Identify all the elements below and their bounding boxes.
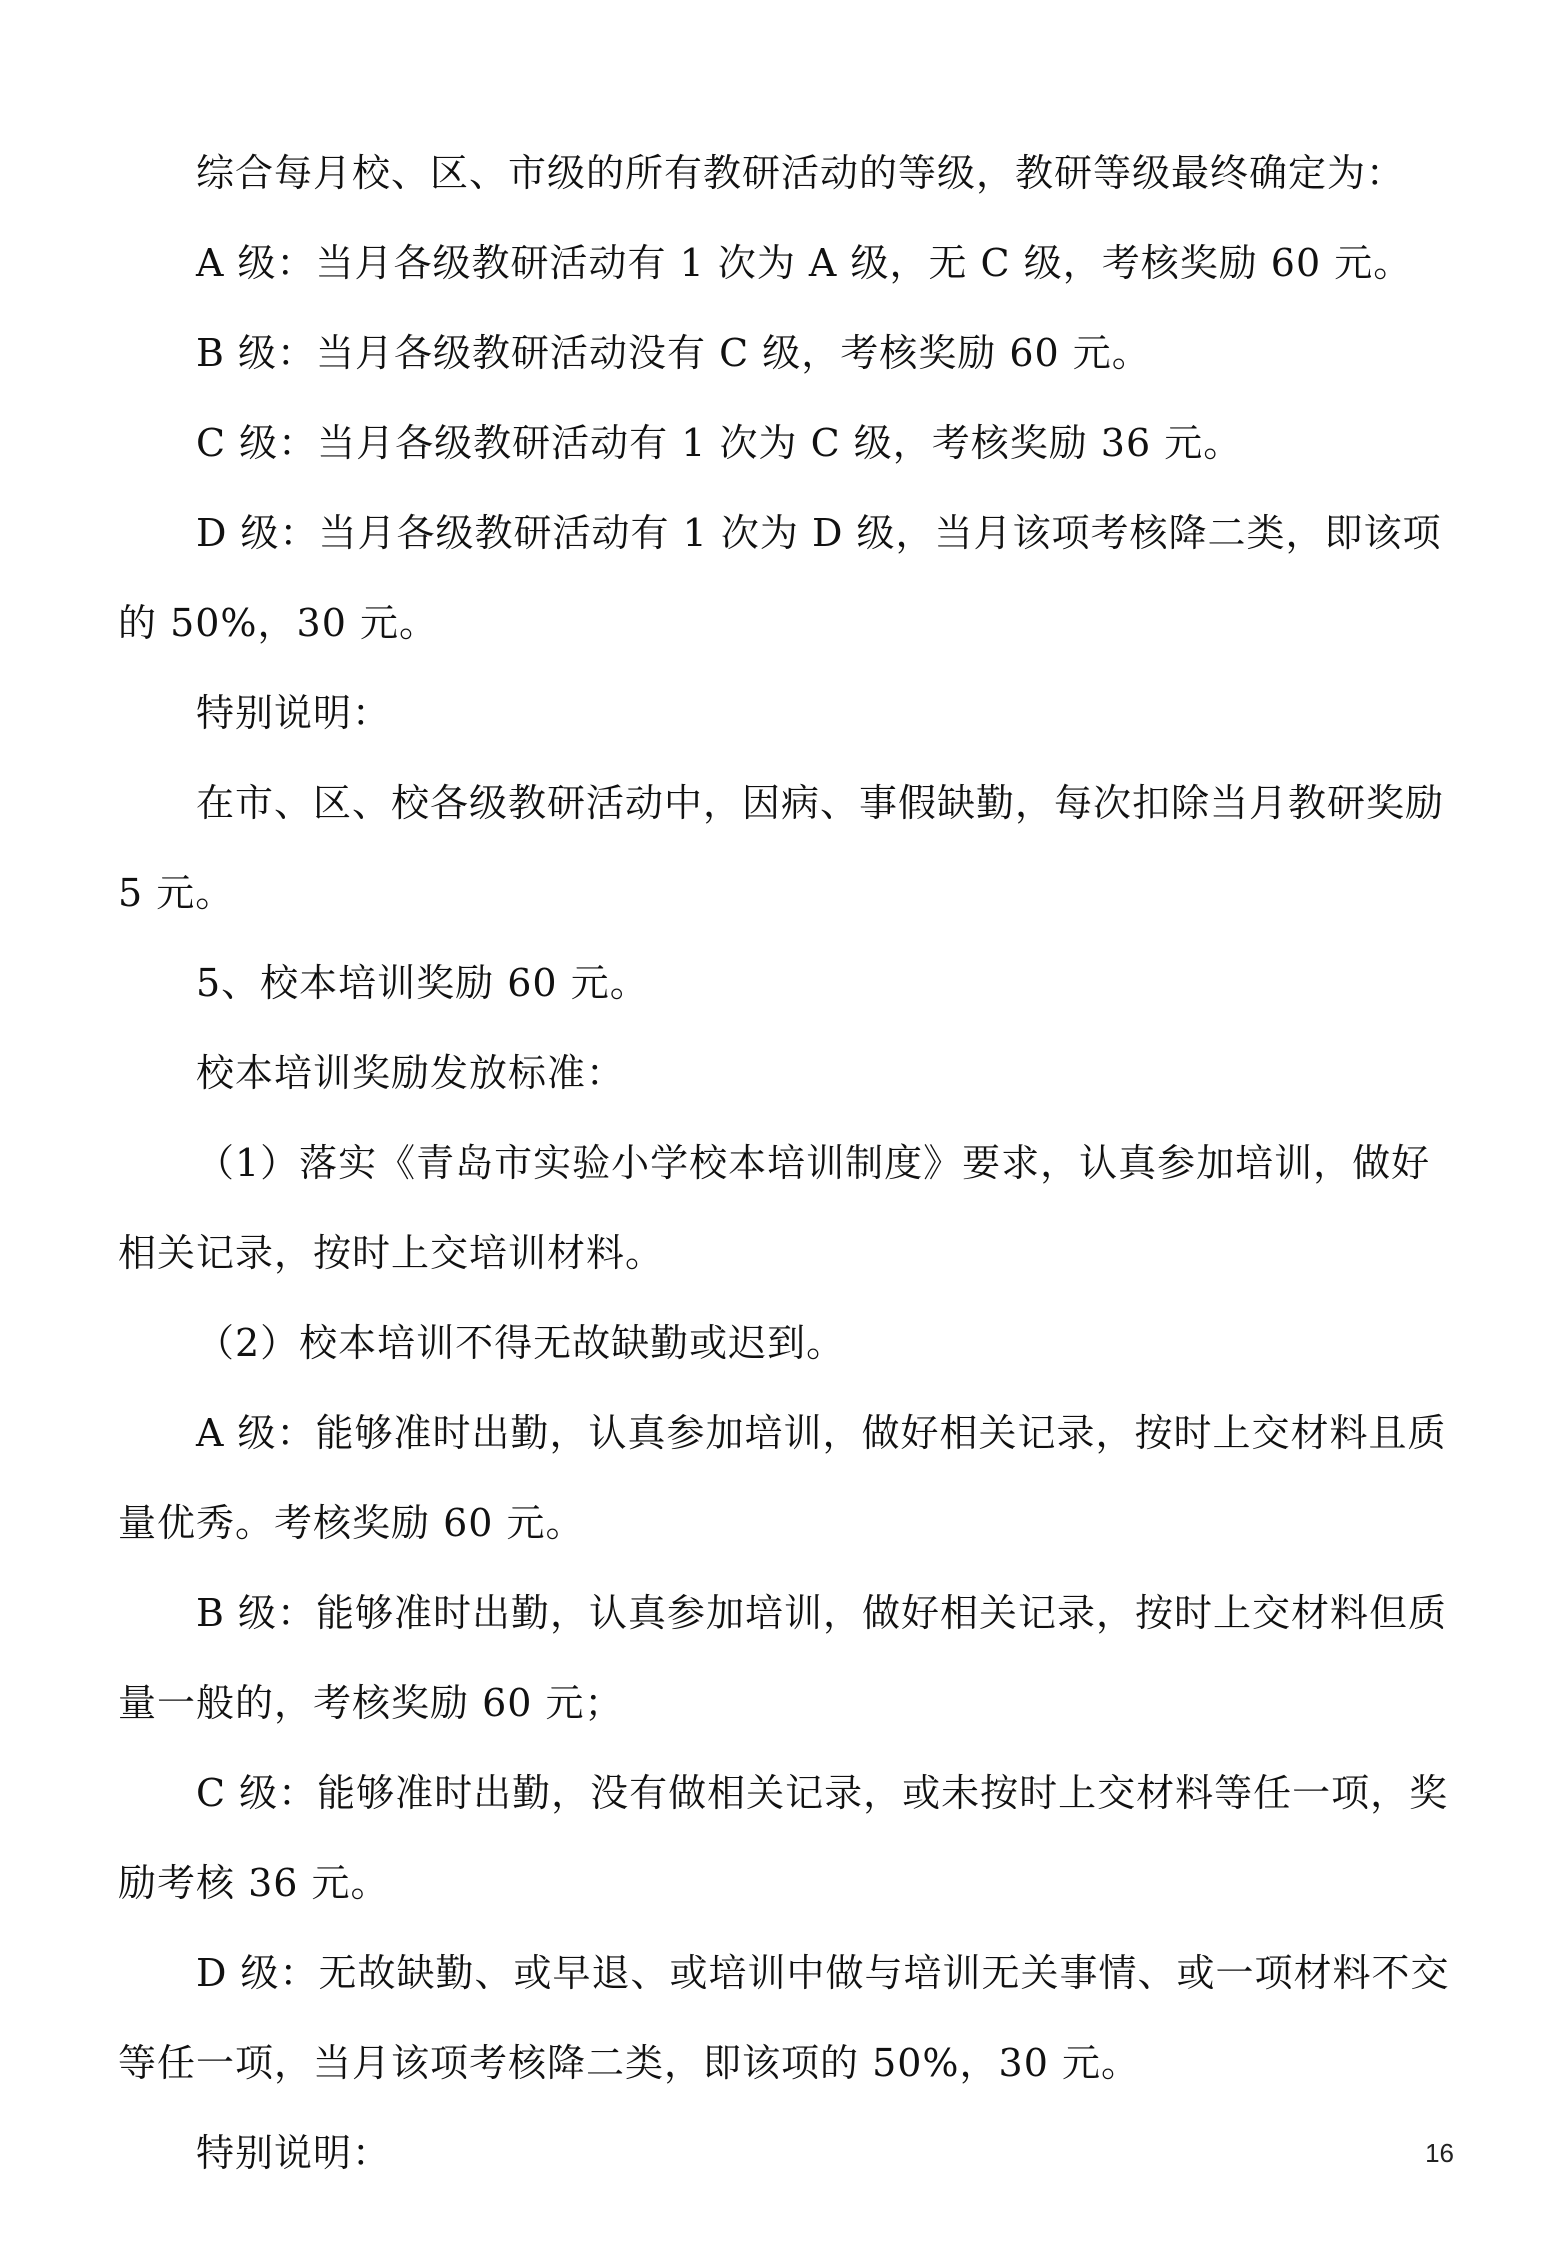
paragraph-grade-a-training: A 级：能够准时出勤，认真参加培训，做好相关记录，按时上交材料且质量优秀。考核奖励 60 元。	[118, 1411, 1447, 1545]
paragraph-grade-b-training: B 级：能够准时出勤，认真参加培训，做好相关记录，按时上交材料但质量一般的，考核奖励 60 元；	[118, 1591, 1448, 1725]
paragraph-school-training-reward: 5、校本培训奖励 60 元。	[196, 961, 649, 1005]
paragraph-training-item-1: （1）落实《青岛市实验小学校本培训制度》要求，认真参加培训，做好相关记录，按时上交培训材料。	[118, 1141, 1431, 1275]
paragraph-grade-b-research: B 级：当月各级教研活动没有 C 级，考核奖励 60 元。	[196, 331, 1151, 375]
paragraph-training-standard-heading: 校本培训奖励发放标准：	[196, 1051, 626, 1095]
paragraph-grade-c-research: C 级：当月各级教研活动有 1 次为 C 级，考核奖励 36 元。	[196, 421, 1243, 465]
paragraph-grade-d-research: D 级：当月各级教研活动有 1 次为 D 级，当月该项考核降二类，即该项的 50%，30 元。	[118, 511, 1442, 645]
page-number: 16	[1425, 2138, 1454, 2168]
paragraph-special-note-heading-2: 特别说明：	[196, 2131, 392, 2175]
paragraph-absence-deduction: 在市、区、校各级教研活动中，因病、事假缺勤，每次扣除当月教研奖励 5 元。	[118, 781, 1445, 915]
paragraph-special-note-heading: 特别说明：	[196, 691, 392, 735]
paragraph-grade-d-training: D 级：无故缺勤、或早退、或培训中做与培训无关事情、或一项材料不交等任一项，当月该项考核降二类，即该项的 50%，30 元。	[118, 1951, 1450, 2085]
paragraph-grade-c-training: C 级：能够准时出勤，没有做相关记录，或未按时上交材料等任一项，奖励考核 36 元。	[118, 1771, 1449, 1905]
paragraph-grade-summary: 综合每月校、区、市级的所有教研活动的等级，教研等级最终确定为：	[196, 151, 1406, 195]
paragraph-grade-a-research: A 级：当月各级教研活动有 1 次为 A 级，无 C 级，考核奖励 60 元。	[196, 241, 1413, 285]
paragraph-training-item-2: （2）校本培训不得无故缺勤或迟到。	[196, 1321, 846, 1365]
